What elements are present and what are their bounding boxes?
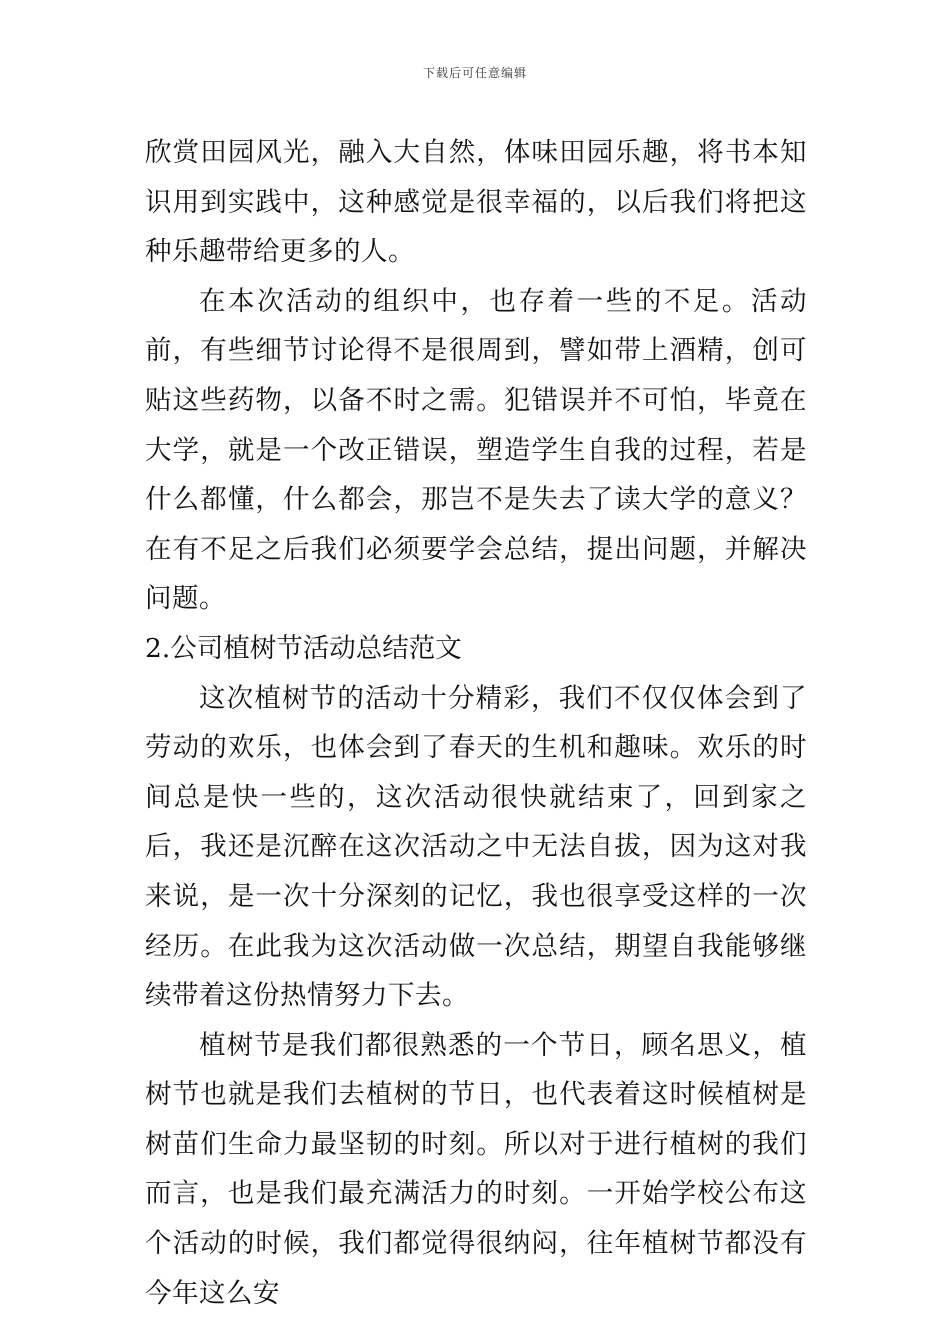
document-body [145, 128, 807, 1318]
paragraph-4: 植树节是我们都很熟悉的一个节日，顾名思义，植树节也就是我们去植树的节日，也代表着这时候植树是树苗们生命力最坚韧的时刻。所以对于进行植树的我们而言，也是我们最充满活力的时刻。一开始学校公布这个活动的时候，我们都觉得很纳闷，往年植树节都没有今年这么安 [145, 1029, 807, 1309]
paragraph-1: 欣赏田园风光，融入大自然，体味田园乐趣，将书本知识用到实践中，这种感觉是很幸福的，以后我们将把这种乐趣带给更多的人。 [145, 137, 807, 268]
section-heading: 2.公司植树节活动总结范文 [145, 632, 462, 664]
paragraph-3: 这次植树节的活动十分精彩，我们不仅仅体会到了劳动的欢乐，也体会到了春天的生机和趣味。欢乐的时间总是快一些的，这次活动很快就结束了，回到家之后，我还是沉醉在这次活动之中无法自拔，因为这对我来说，是一次十分深刻的记忆，我也很享受这样的一次经历。在此我为这次活动做一次总结，期望自我能够继续带着这份热情努力下去。 [145, 682, 807, 1012]
paragraph-2: 在本次活动的组织中，也存着一些的不足。活动前，有些细节讨论得不是很周到，譬如带上酒精，创可贴这些药物，以备不时之需。犯错误并不可怕，毕竟在大学，就是一个改正错误，塑造学生自我的过程，若是什么都懂，什么都会，那岂不是失去了读大学的意义？在有不足之后我们必须要学会总结，提出问题，并解决问题。 [145, 285, 807, 615]
page-header: 下载后可任意编辑 [422, 66, 527, 80]
